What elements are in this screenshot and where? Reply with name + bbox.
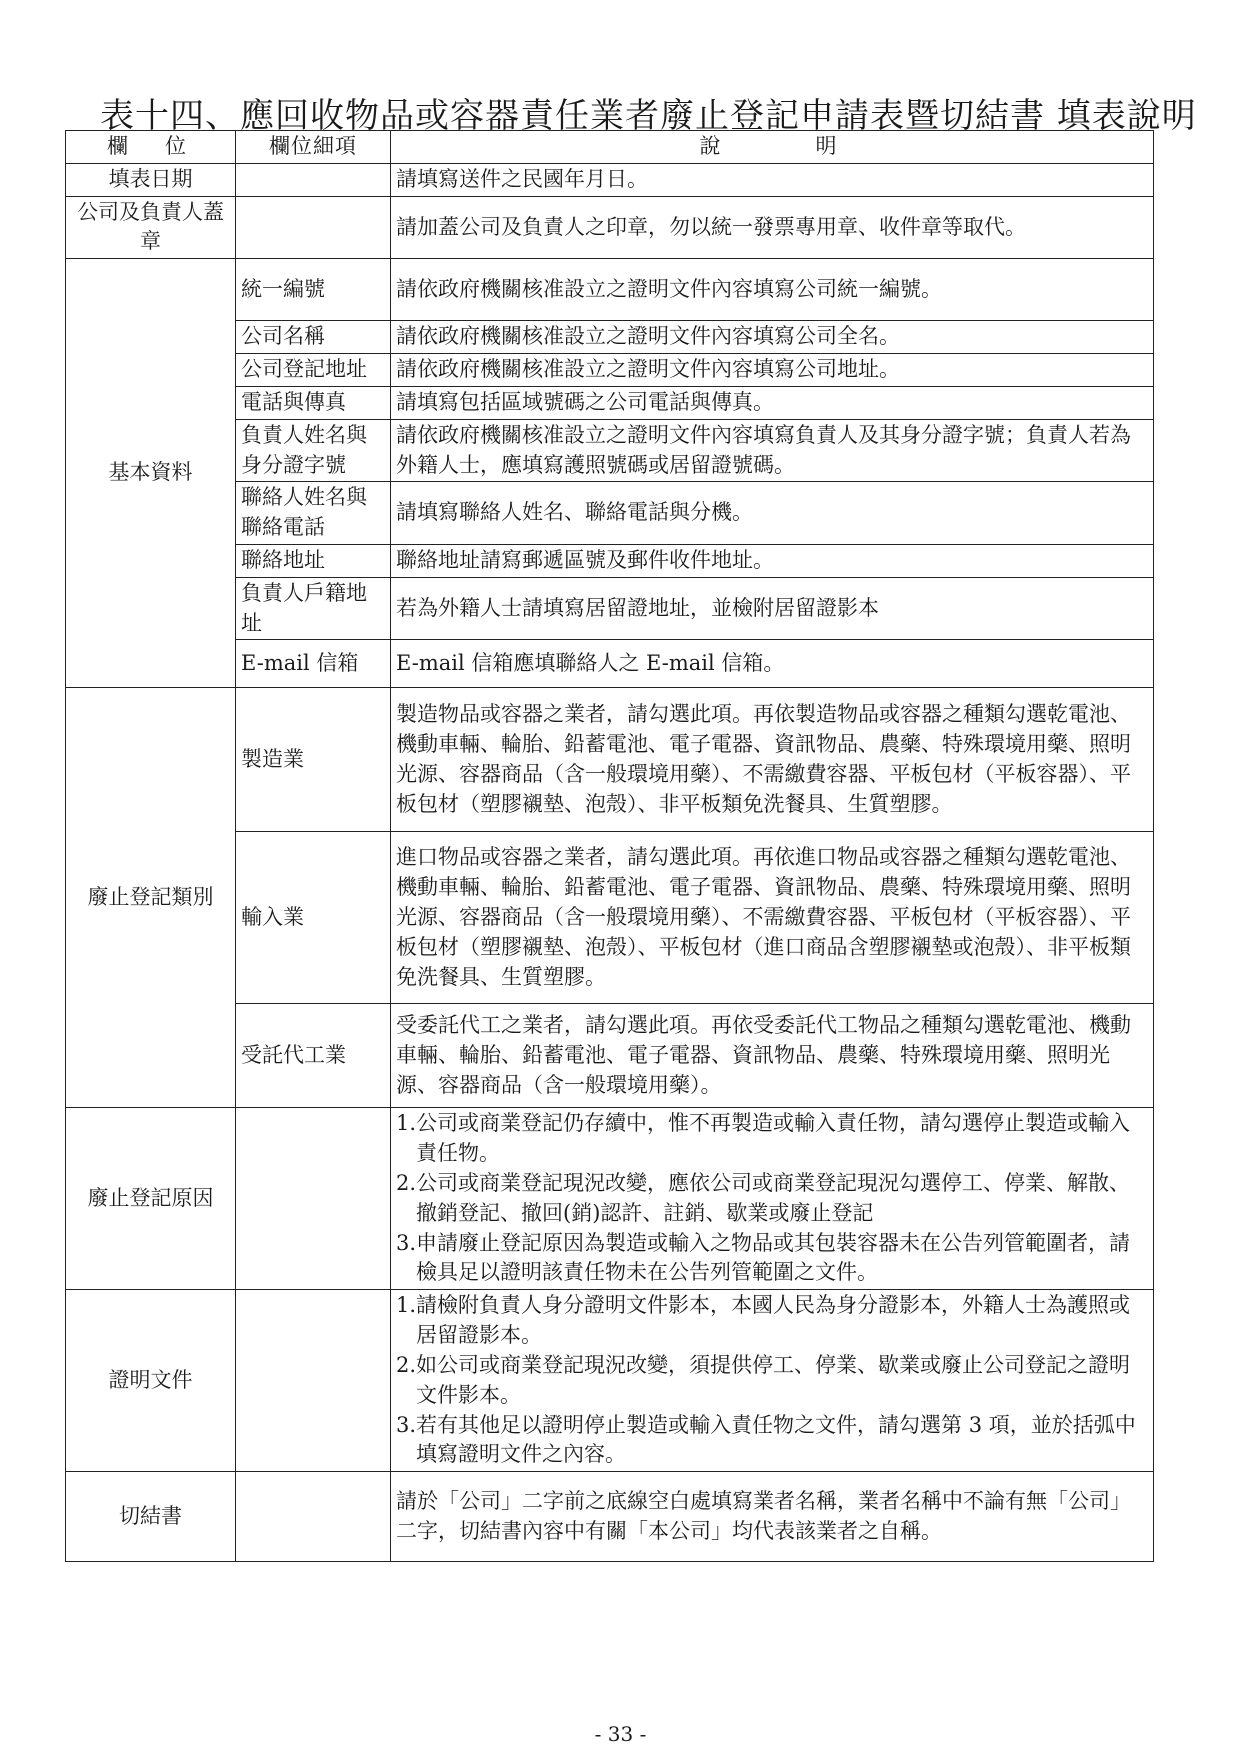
table-row — [66, 1108, 1154, 1290]
field-label: 填表日期 — [66, 163, 236, 196]
list-item: 3.若有其他足以證明停止製造或輸入責任物之文件，請勾選第 3 項，並於括弧中填寫證明文件之內容。 — [396, 1412, 1136, 1467]
list-item: 3.申請廢止登記原因為製造或輸入之物品或其包裝容器未在公告列管範圍者，請檢具足以證明該責任物未在公告列管範圍之文件。 — [396, 1230, 1131, 1285]
field-label: 基本資料 — [66, 259, 236, 688]
subfield-empty — [236, 163, 391, 196]
instruction-table — [65, 130, 1154, 1562]
subfield-empty — [236, 1108, 391, 1290]
table-row — [66, 1290, 1154, 1472]
description: 請依政府機關核准設立之證明文件內容填寫負責人及其身分證字號；負責人若為外籍人士，應填寫護照號碼或居留證號碼。 — [391, 419, 1154, 482]
header-row — [66, 131, 1154, 164]
subfield-label: 電話與傳真 — [236, 386, 391, 419]
description: 請填寫送件之民國年月日。 — [391, 163, 1154, 196]
field-label: 公司及負責人蓋章 — [66, 196, 236, 259]
table-row — [66, 1472, 1154, 1562]
header-field: 欄 位 — [66, 131, 236, 164]
subfield-label: E-mail 信箱 — [236, 640, 391, 688]
subfield-label: 輸入業 — [236, 832, 391, 1004]
subfield-label: 負責人姓名與身分證字號 — [236, 419, 391, 482]
table-row — [66, 259, 1154, 321]
subfield-label: 統一編號 — [236, 259, 391, 321]
subfield-label: 受託代工業 — [236, 1004, 391, 1108]
subfield-label: 公司名稱 — [236, 321, 391, 354]
subfield-label: 聯絡人姓名與聯絡電話 — [236, 482, 391, 545]
page-number: - 33 - — [594, 1722, 647, 1746]
description: 受委託代工之業者，請勾選此項。再依受委託代工物品之種類勾選乾電池、機動車輛、輪胎、鉛蓄電池、電子電器、資訊物品、農藥、特殊環境用藥、照明光源、容器商品（含一般環境用藥）。 — [391, 1004, 1154, 1108]
list-item: 1.請檢附負責人身分證明文件影本，本國人民為身分證影本，外籍人士為護照或居留證影本。 — [396, 1293, 1131, 1348]
description: 請填寫聯絡人姓名、聯絡電話與分機。 — [391, 482, 1154, 545]
field-label: 證明文件 — [66, 1290, 236, 1472]
description: 聯絡地址請寫郵遞區號及郵件收件地址。 — [391, 544, 1154, 577]
list-item: 1.公司或商業登記仍存續中，惟不再製造或輸入責任物，請勾選停止製造或輸入責任物。 — [396, 1111, 1131, 1166]
subfield-label: 公司登記地址 — [236, 354, 391, 387]
list-item: 2.如公司或商業登記現況改變，須提供停工、停業、歇業或廢止公司登記之證明文件影本。 — [396, 1352, 1131, 1407]
field-label: 廢止登記類別 — [66, 688, 236, 1108]
description: 若為外籍人士請填寫居留證地址，並檢附居留證影本 — [391, 577, 1154, 640]
description: 請加蓋公司及負責人之印章，勿以統一發票專用章、收件章等取代。 — [391, 196, 1154, 259]
subfield-empty — [236, 1290, 391, 1472]
reason-list — [396, 1109, 1148, 1288]
description: 請依政府機關核准設立之證明文件內容填寫公司地址。 — [391, 354, 1154, 387]
field-label: 廢止登記原因 — [66, 1108, 236, 1290]
description — [391, 1290, 1154, 1472]
subfield-label: 聯絡地址 — [236, 544, 391, 577]
description — [391, 1108, 1154, 1290]
subfield-label: 負責人戶籍地址 — [236, 577, 391, 640]
description: 請於「公司」二字前之底線空白處填寫業者名稱，業者名稱中不論有無「公司」二字，切結書內容中有關「本公司」均代表該業者之自稱。 — [391, 1472, 1154, 1562]
description: 進口物品或容器之業者，請勾選此項。再依進口物品或容器之種類勾選乾電池、機動車輛、輪胎、鉛蓄電池、電子電器、資訊物品、農藥、特殊環境用藥、照明光源、容器商品（含一般環境用藥）、不需繳費容器、平板包材（平板容器）、平板包材（塑膠襯墊、泡殼）、平板包材（進口商品含塑膠襯墊或泡殼）、非平板類免洗餐具、生質塑膠。 — [391, 832, 1154, 1004]
header-subfield: 欄位細項 — [236, 131, 391, 164]
field-label: 切結書 — [66, 1472, 236, 1562]
header-description: 說 明 — [391, 131, 1154, 164]
description: E-mail 信箱應填聯絡人之 E-mail 信箱。 — [391, 640, 1154, 688]
subfield-empty — [236, 1472, 391, 1562]
proof-list — [396, 1291, 1148, 1470]
description: 請依政府機關核准設立之證明文件內容填寫公司統一編號。 — [391, 259, 1154, 321]
list-item: 2.公司或商業登記現況改變，應依公司或商業登記現況勾選停工、停業、解散、撤銷登記、撤回(銷)認許、註銷、歇業或廢止登記 — [396, 1171, 1131, 1225]
subfield-empty — [236, 196, 391, 259]
page-title: 表十四、應回收物品或容器責任業者廢止登記申請表暨切結書 填表說明 — [100, 96, 1197, 136]
description: 製造物品或容器之業者，請勾選此項。再依製造物品或容器之種類勾選乾電池、機動車輛、輪胎、鉛蓄電池、電子電器、資訊物品、農藥、特殊環境用藥、照明光源、容器商品（含一般環境用藥）、不需繳費容器、平板包材（平板容器）、平板包材（塑膠襯墊、泡殼）、非平板類免洗餐具、生質塑膠。 — [391, 688, 1154, 832]
table-row — [66, 196, 1154, 259]
table-row — [66, 688, 1154, 832]
subfield-label: 製造業 — [236, 688, 391, 832]
description: 請依政府機關核准設立之證明文件內容填寫公司全名。 — [391, 321, 1154, 354]
table-row — [66, 163, 1154, 196]
description: 請填寫包括區域號碼之公司電話與傳真。 — [391, 386, 1154, 419]
